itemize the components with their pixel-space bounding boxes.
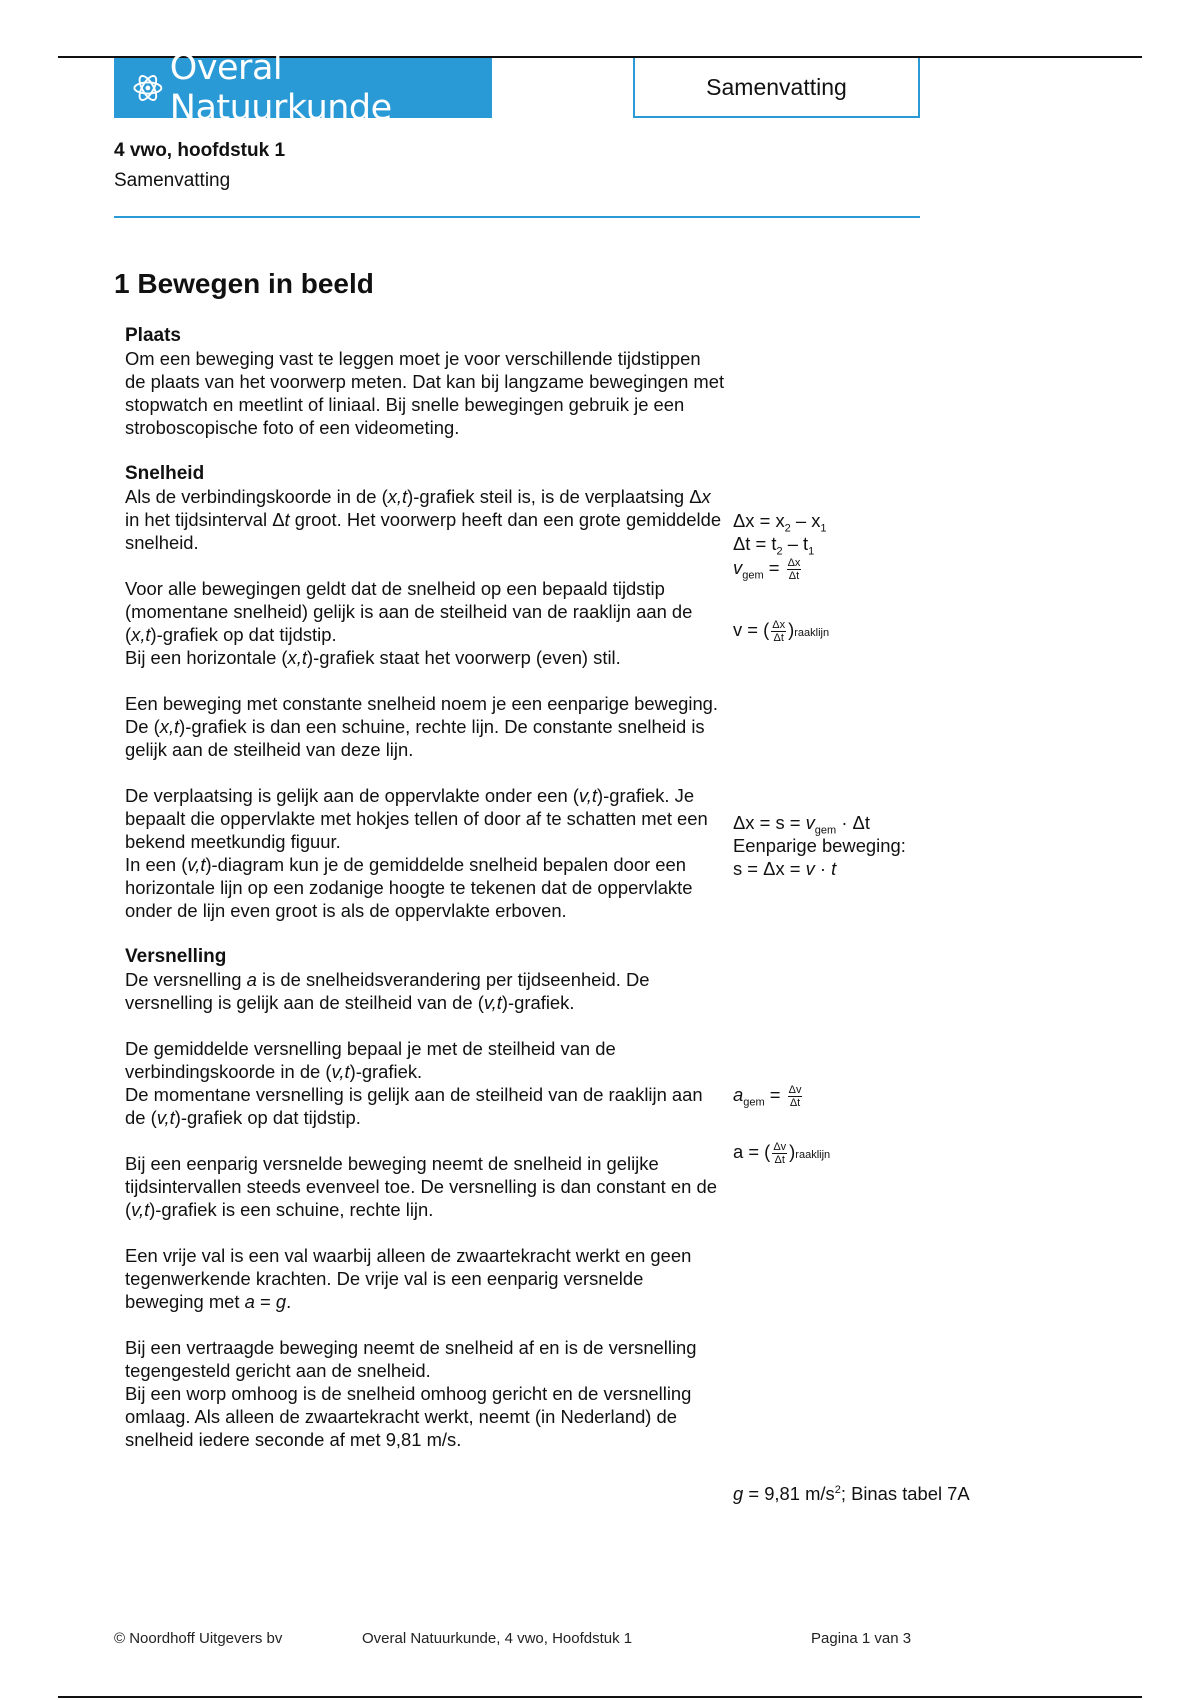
formula-g: g = 9,81 $m/s^2$; Binas tabel 7A xyxy=(733,1483,970,1505)
formula-a-raaklijn: a = ( $\frac{\Delta v}{\Delta t}$ )raaklijn xyxy=(733,1140,831,1166)
section-heading-versnelling: Versnelling xyxy=(125,946,227,967)
paragraph: De versnelling a is de snelheidsverandering per tijdseenheid. De versnelling is gelijk aan de steilheid van de (v,t)-grafiek. xyxy=(125,969,650,1013)
brand-logo xyxy=(114,48,492,128)
paragraph: Als de verbindingskoorde in de (x,t)-grafiek steil is, is de verplaatsing Δx in het tijdsinterval Δt groot. Het voorwerp heeft dan een grote gemiddelde snelheid. xyxy=(125,486,722,553)
formula-eenparig: s = Δx = v · t xyxy=(733,858,837,879)
course-title: 4 vwo, hoofdstuk 1 xyxy=(114,140,286,161)
formula-dx: $\Delta x = x_2 - x_1$ xyxy=(733,510,827,535)
paragraph: De momentane versnelling is gelijk aan de steilheid van de raaklijn aan de (v,t)-grafiek op dat tijdstip. xyxy=(125,1084,703,1128)
paragraph: In een (v,t)-diagram kun je de gemiddelde snelheid bepalen door een horizontale lijn op een zodanige hoogte te tekenen dat de oppervlakte onder de lijn even groot is als de oppervlakte erboven. xyxy=(125,854,693,921)
section-heading-plaats: Plaats xyxy=(125,325,181,346)
paragraph: Een beweging met constante snelheid noem je een eenparige beweging. De (x,t)-grafiek is dan een schuine, rechte lijn. De constante snelheid is gelijk aan de steilheid van deze lijn. xyxy=(125,693,719,760)
formula-dt: $\Delta t = t_2 - t_1$ xyxy=(733,533,815,558)
formula-v-raaklijn: v = ( $\frac{\Delta x}{\Delta t}$ )raaklijn xyxy=(733,618,830,644)
paragraph: Om een beweging vast te leggen moet je voor verschillende tijdstippen de plaats van het voorwerp meten. Dat kan bij langzame bewegingen met stopwatch en meetlint of liniaal. Bij snelle bewegingen gebruik je een stroboscopische foto of een videometing. xyxy=(125,348,725,438)
footer-copyright: © Noordhoff Uitgevers bv xyxy=(114,1630,283,1647)
bottom-rule xyxy=(58,1696,1142,1698)
formula-agem: $a_{gem}$ = $\frac{\Delta v}{\Delta t}$ xyxy=(733,1083,802,1109)
paragraph: Bij een worp omhoog is de snelheid omhoog gericht en de versnelling omlaag. Als alleen de zwaartekracht werkt, neemt (in Nederland) de snelheid iedere seconde af met 9,81 m/s. xyxy=(125,1383,692,1450)
course-subtitle: Samenvatting xyxy=(114,170,231,191)
paragraph: Een vrije val is een val waarbij alleen de zwaartekracht werkt en geen tegenwerkende krachten. De vrije val is een eenparig versnelde beweging met a = g. xyxy=(125,1245,692,1312)
header-divider xyxy=(114,216,920,218)
paragraph: De verplaatsing is gelijk aan de oppervlakte onder een (v,t)-grafiek. Je bepaalt die oppervlakte met hokjes tellen of door af te schatten met een bekend meetkundig figuur. xyxy=(125,785,708,852)
footer-page-number: Pagina 1 van 3 xyxy=(811,1630,912,1647)
section-heading-snelheid: Snelheid xyxy=(125,463,205,484)
paragraph: Bij een eenparig versnelde beweging neemt de snelheid in gelijke tijdsintervallen steeds evenveel toe. De versnelling is dan constant en de (v,t)-grafiek is een schuine, rechte lijn. xyxy=(125,1153,717,1220)
paragraph: Bij een horizontale (x,t)-grafiek staat het voorwerp (even) stil. xyxy=(125,647,621,668)
paragraph: De gemiddelde versnelling bepaal je met de steilheid van de verbindingskoorde in de (v,t)-grafiek. xyxy=(125,1038,616,1082)
atom-icon xyxy=(132,71,164,105)
main-text xyxy=(125,324,725,1474)
doc-type-label: Samenvatting xyxy=(633,58,920,118)
formula-displacement: $\Delta x = s = v_{gem} \cdot \Delta t$ xyxy=(733,812,870,837)
formula-eenparig-label: Eenparige beweging: xyxy=(733,835,906,856)
formula-vgem: $v_{gem}$ = $\frac{\Delta x}{\Delta t}$ xyxy=(733,556,801,582)
footer-title: Overal Natuurkunde, 4 vwo, Hoofdstuk 1 xyxy=(362,1630,633,1647)
paragraph: Voor alle bewegingen geldt dat de snelheid op een bepaald tijdstip (momentane snelheid) gelijk is aan de steilheid van de raaklijn aan de (x,t)-grafiek op dat tijdstip. xyxy=(125,578,693,645)
paragraph: Bij een vertraagde beweging neemt de snelheid af en is de versnelling tegengesteld gericht aan de snelheid. xyxy=(125,1337,697,1381)
chapter-title: 1 Bewegen in beeld xyxy=(114,268,374,299)
brand-name: Overal Natuurkunde xyxy=(169,48,392,128)
